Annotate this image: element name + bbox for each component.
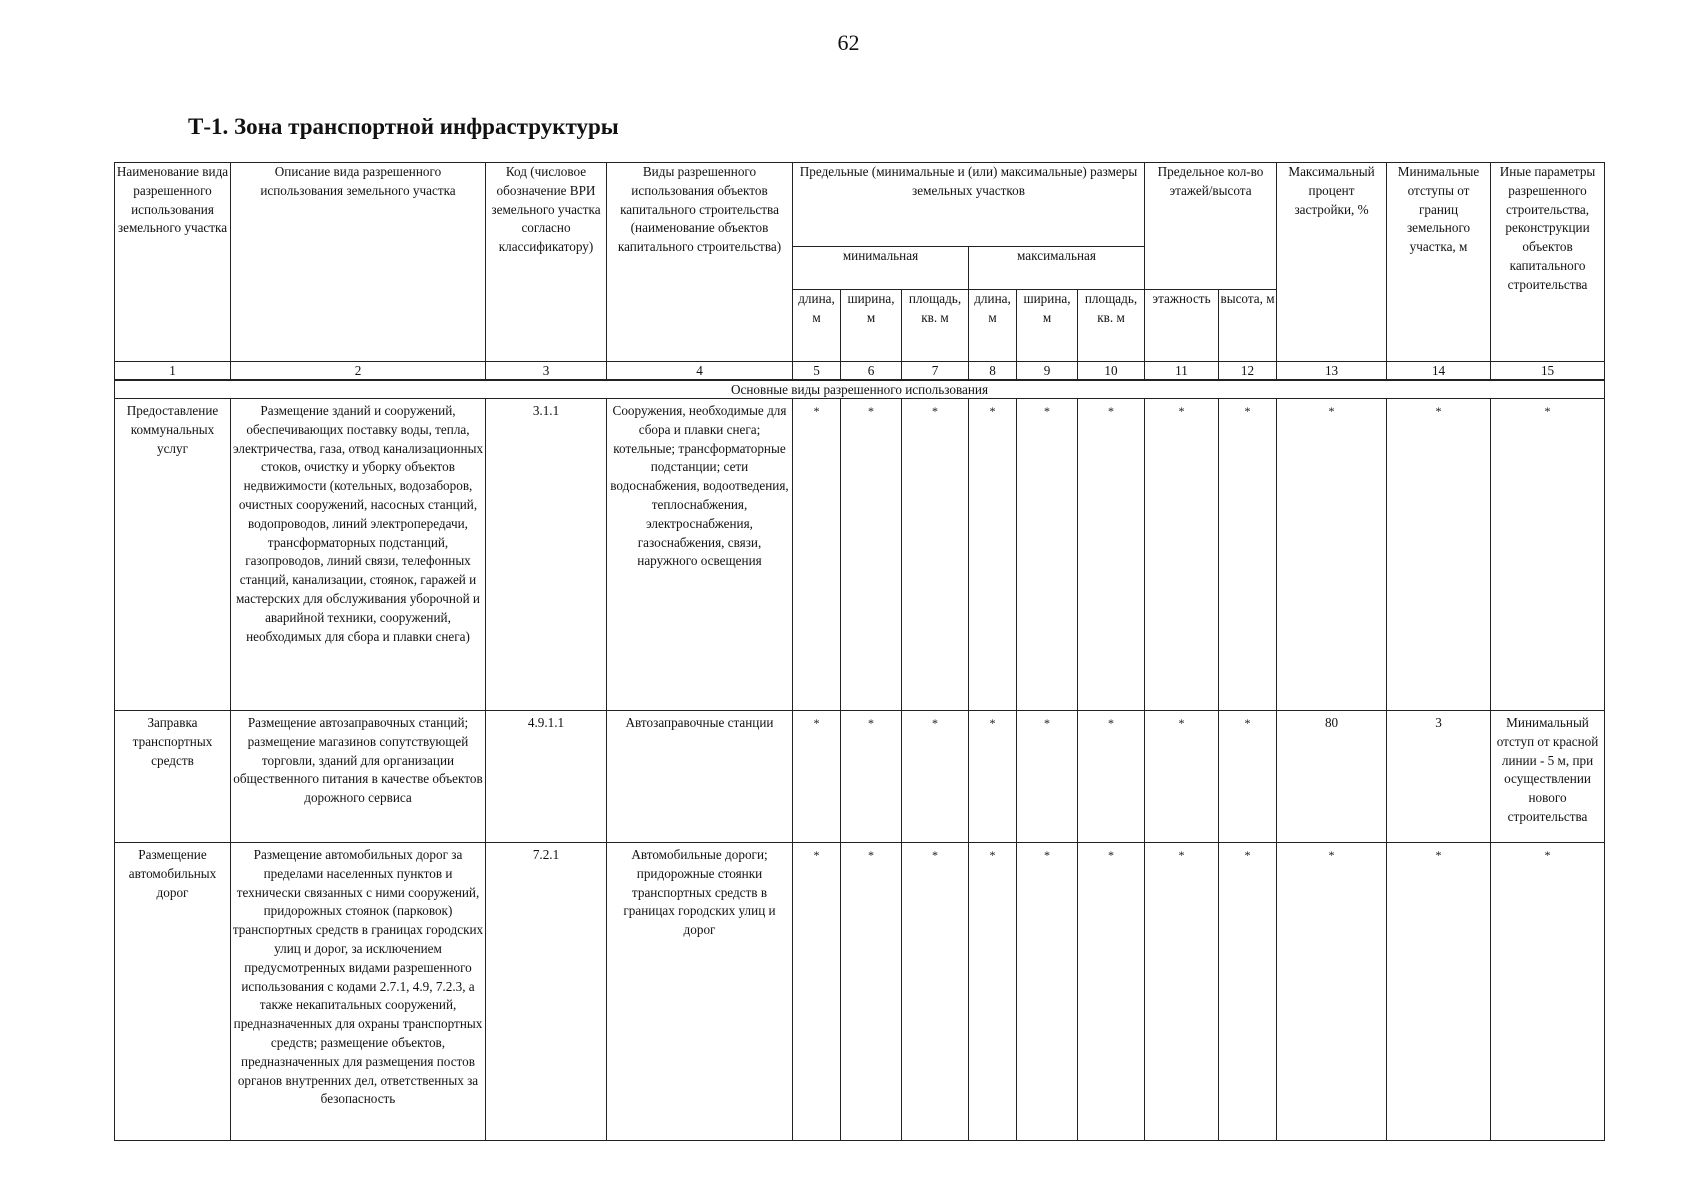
header-max-length: длина, м <box>969 290 1017 362</box>
cell-code: 3.1.1 <box>486 399 607 711</box>
header-size-limits: Предельные (минимальные и (или) максимальные) размеры земельных участков <box>793 163 1145 247</box>
cell-max-width: * <box>1017 399 1078 711</box>
column-number: 8 <box>969 362 1017 381</box>
section-title: Основные виды разрешенного использования <box>115 380 1605 399</box>
column-number: 11 <box>1145 362 1219 381</box>
cell-objects: Автомобильные дороги; придорожные стоянки транспортных средств в границах городских улиц и дорог <box>607 843 793 1141</box>
cell-min-length: * <box>793 711 841 843</box>
cell-description: Размещение автомобильных дорог за пределами населенных пунктов и технически связанных с ними сооружений, придорожных стоянок (парковок) транспортных средств в границах городских улиц и дорог, за исключением предусмотренных видами разрешенного использования с кодами 2.7.1, 4.9, 7.2.3, а также некапитальных сооружений, предназначенных для охраны транспортных средств; размещение объектов, предназначенных для размещения постов органов внутренних дел, ответственных за безопасность <box>231 843 486 1141</box>
cell-max-area: * <box>1078 843 1145 1141</box>
cell-other: * <box>1491 843 1605 1141</box>
header-name: Наименование вида разрешенного использования земельного участка <box>115 163 231 362</box>
column-number: 9 <box>1017 362 1078 381</box>
cell-min-length: * <box>793 399 841 711</box>
column-number: 15 <box>1491 362 1605 381</box>
cell-min-setback: * <box>1387 843 1491 1141</box>
header-description: Описание вида разрешенного использования земельного участка <box>231 163 486 362</box>
cell-height: * <box>1219 843 1277 1141</box>
column-number: 4 <box>607 362 793 381</box>
header-objects: Виды разрешенного использования объектов капитального строительства (наименование объектов капитального строительства) <box>607 163 793 362</box>
header-code: Код (числовое обозначение ВРИ земельного участка согласно классификатору) <box>486 163 607 362</box>
header-height: высота, м <box>1219 290 1277 362</box>
header-max-width: ширина, м <box>1017 290 1078 362</box>
column-number: 7 <box>902 362 969 381</box>
header-min-width: ширина, м <box>841 290 902 362</box>
header-min-length: длина, м <box>793 290 841 362</box>
cell-name: Предоставление коммунальных услуг <box>115 399 231 711</box>
cell-min-setback: 3 <box>1387 711 1491 843</box>
column-number: 10 <box>1078 362 1145 381</box>
header-floors-group: Предельное кол-во этажей/высота <box>1145 163 1277 290</box>
cell-max-width: * <box>1017 843 1078 1141</box>
column-number: 13 <box>1277 362 1387 381</box>
cell-height: * <box>1219 711 1277 843</box>
cell-min-width: * <box>841 399 902 711</box>
column-number: 5 <box>793 362 841 381</box>
column-number: 1 <box>115 362 231 381</box>
header-floors: этажность <box>1145 290 1219 362</box>
cell-code: 7.2.1 <box>486 843 607 1141</box>
page-title: Т-1. Зона транспортной инфраструктуры <box>188 114 619 139</box>
cell-description: Размещение зданий и сооружений, обеспечивающих поставку воды, тепла, электричества, газа, отвод канализационных стоков, очистку и уборку объектов недвижимости (котельных, водозаборов, очистных сооружений, насосных станций, водопроводов, линий электропередачи, трансформаторных подстанций, газопроводов, линий связи, телефонных станций, канализации, стоянок, гаражей и мастерских для обслуживания уборочной и аварийной техники, сооружений, необходимых для сбора и плавки снега) <box>231 399 486 711</box>
cell-floors: * <box>1145 399 1219 711</box>
column-number: 6 <box>841 362 902 381</box>
cell-other: Минимальный отступ от красной линии - 5 м, при осуществлении нового строительства <box>1491 711 1605 843</box>
cell-name: Размещение автомобильных дорог <box>115 843 231 1141</box>
cell-min-area: * <box>902 711 969 843</box>
zone-table <box>114 162 1605 1141</box>
cell-min-area: * <box>902 399 969 711</box>
column-number: 14 <box>1387 362 1491 381</box>
header-min: минимальная <box>793 247 969 290</box>
cell-max-length: * <box>969 399 1017 711</box>
column-number: 12 <box>1219 362 1277 381</box>
table-row <box>115 711 1605 843</box>
table-row <box>115 399 1605 711</box>
cell-other: * <box>1491 399 1605 711</box>
cell-min-area: * <box>902 843 969 1141</box>
column-number: 3 <box>486 362 607 381</box>
cell-min-setback: * <box>1387 399 1491 711</box>
cell-min-width: * <box>841 711 902 843</box>
table-row <box>115 843 1605 1141</box>
column-number: 2 <box>231 362 486 381</box>
header-max: максимальная <box>969 247 1145 290</box>
header-max-area: площадь, кв. м <box>1078 290 1145 362</box>
cell-max-length: * <box>969 843 1017 1141</box>
header-min-setback: Минимальные отступы от границ земельного участка, м <box>1387 163 1491 362</box>
cell-max-width: * <box>1017 711 1078 843</box>
cell-objects: Автозаправочные станции <box>607 711 793 843</box>
header-min-area: площадь, кв. м <box>902 290 969 362</box>
cell-objects: Сооружения, необходимые для сбора и плавки снега; котельные; трансформаторные подстанции; сети водоснабжения, водоотведения, теплоснабжения, электроснабжения, газоснабжения, связи, наружного освещения <box>607 399 793 711</box>
cell-name: Заправка транспортных средств <box>115 711 231 843</box>
cell-description: Размещение автозаправочных станций; размещение магазинов сопутствующей торговли, зданий для организации общественного питания в качестве объектов дорожного сервиса <box>231 711 486 843</box>
cell-height: * <box>1219 399 1277 711</box>
cell-max-percent: 80 <box>1277 711 1387 843</box>
cell-floors: * <box>1145 843 1219 1141</box>
cell-max-length: * <box>969 711 1017 843</box>
cell-max-percent: * <box>1277 399 1387 711</box>
cell-code: 4.9.1.1 <box>486 711 607 843</box>
cell-max-percent: * <box>1277 843 1387 1141</box>
cell-min-length: * <box>793 843 841 1141</box>
cell-max-area: * <box>1078 711 1145 843</box>
cell-floors: * <box>1145 711 1219 843</box>
header-other-params: Иные параметры разрешенного строительства, реконструкции объектов капитального строительства <box>1491 163 1605 362</box>
page-number: 62 <box>837 30 860 55</box>
cell-min-width: * <box>841 843 902 1141</box>
cell-max-area: * <box>1078 399 1145 711</box>
header-max-percent: Максимальный процент застройки, % <box>1277 163 1387 362</box>
column-number-row <box>115 362 1605 381</box>
